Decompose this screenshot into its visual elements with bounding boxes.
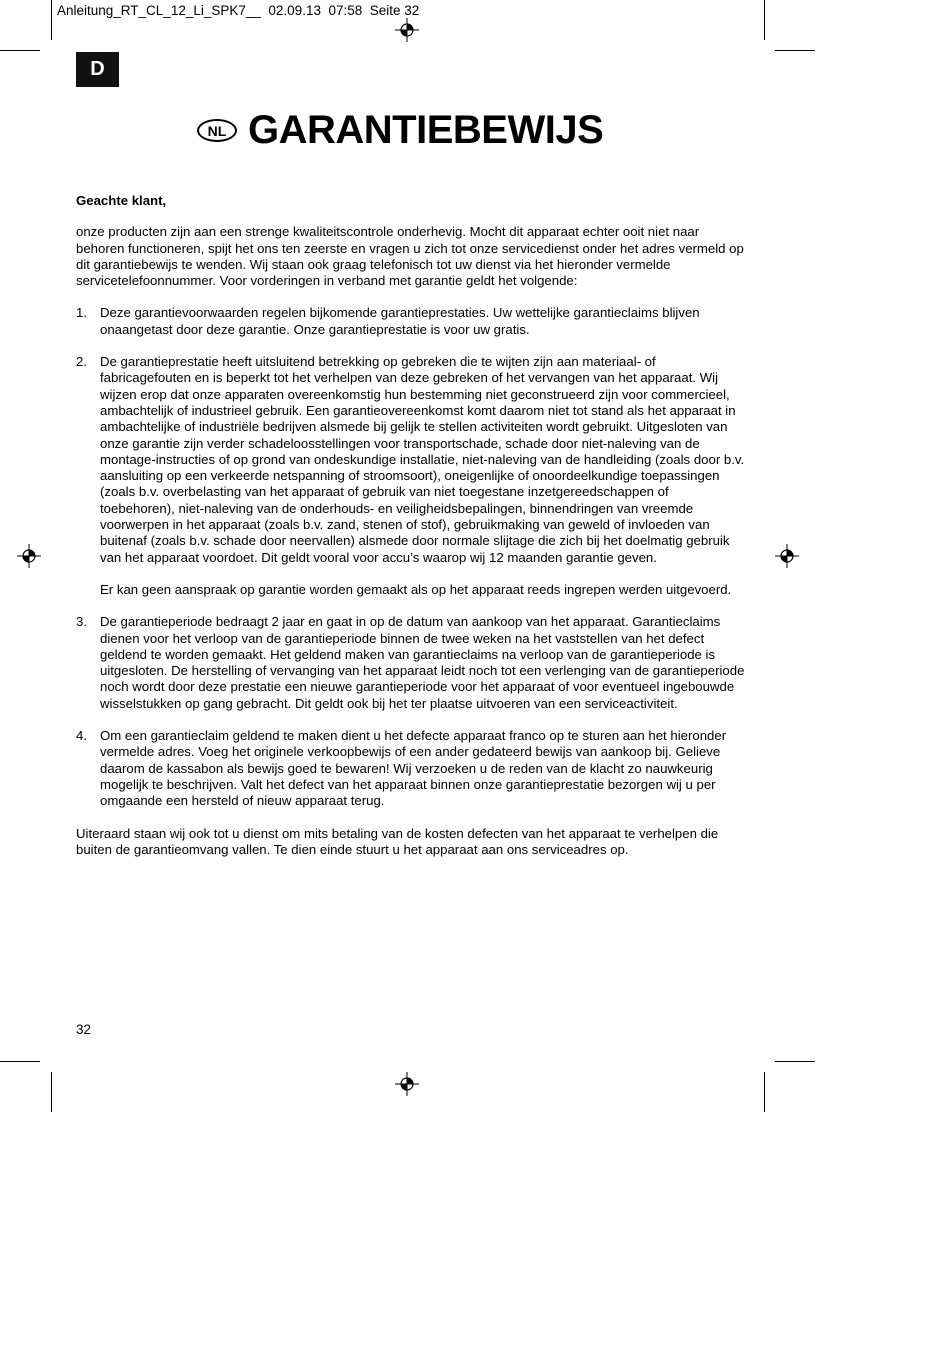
- list-item-text: Om een garantieclaim geldend te maken dient u het defecte apparaat franco op te sturen aan het hieronder vermelde adres. Voeg het originele verkoopbewijs of een ander gedateerd bewijs van aankoop bij. Gelieve daarom de kassabon als bewijs goed te bewaren! Wij verzoeken u de reden van de klacht zo nauwkeurig mogelijk te beschrijven. Valt het defect van het apparaat binnen onze garantieprestatie bezorgen wij u per omgaande een hersteld of nieuw apparaat terug.: [100, 728, 727, 809]
- registration-mark-icon: [775, 544, 799, 568]
- list-item: [76, 354, 746, 598]
- crop-mark: [0, 50, 40, 51]
- registration-mark-icon: [17, 544, 41, 568]
- title-block: [197, 108, 603, 153]
- list-item-number: 4.: [76, 728, 87, 744]
- registration-mark-icon: [395, 1072, 419, 1096]
- print-file-header: Anleitung_RT_CL_12_Li_SPK7__ 02.09.13 07:58 Seite 32: [57, 3, 420, 18]
- page-title: GARANTIEBEWIJS: [248, 108, 604, 152]
- list-item-number: 1.: [76, 305, 87, 321]
- greeting: Geachte klant,: [76, 193, 167, 208]
- list-item-number: 3.: [76, 614, 87, 630]
- crop-mark: [775, 1061, 815, 1062]
- language-tab: D: [76, 52, 119, 87]
- list-item: [76, 728, 746, 809]
- crop-mark: [775, 50, 815, 51]
- list-item-text: De garantieprestatie heeft uitsluitend betrekking op gebreken die te wijten zijn aan materiaal- of fabricagefouten en is beperkt tot het verhelpen van deze gebreken of het vervangen van het apparaat. Wij wijzen erop dat onze apparaten overeenkomstig hun bestemming niet geconstrueerd zijn voor commercieel, ambachtelijk of industrieel gebruik. Een garantieovereenkomst komt daarom niet tot stand als het apparaat in ambachtelijke of industriële bedrijven alsmede bij gelijk te stellen activiteiten wordt gebruikt. Uitgesloten van onze garantie zijn verder schadeloosstellingen voor transportschade, schade door niet-naleving van de montage-instructies of op grond van ondeskundige installatie, niet-naleving van de handleiding (zoals door b.v. aansluiting op een verkeerde netspanning of stroomsoort), oneigenlijke of onoordeelkundige toepassingen (zoals b.v. overbelasting van het apparaat of gebruik van niet toegestane inzetgereedschappen of toebehoren), niet-naleving van de onderhouds- en veiligheidsbepalingen, binnendringen van vreemde voorwerpen in het apparaat (zoals b.v. zand, stenen of stof), gebruikmaking van geweld of invloeden van buitenaf (zoals b.v. schade door neervallen) alsmede door normale slijtage die zich bij het doelmatig gebruik van het apparaat voordoet. Dit geldt vooral voor accu’s waarop wij 12 maanden garantie geven.: [100, 354, 745, 565]
- intro-paragraph: onze producten zijn aan een strenge kwaliteitscontrole onderhevig. Mocht dit apparaat echter ooit niet naar behoren functioneren, spijt het ons ten zeerste en vragen u zich tot onze servicedienst onder het adres vermeld op dit garantiebewijs te wenden. Wij staan ook graag telefonisch tot uw dienst via het hieronder vermelde servicetelefoonnummer. Voor vorderingen in verband met garantie geldt het volgende:: [76, 224, 744, 289]
- crop-mark: [764, 0, 765, 40]
- closing-paragraph: Uiteraard staan wij ook tot u dienst om mits betaling van de kosten defecten van het apparaat te verhelpen die buiten de garantieomvang vallen. Te dien einde stuurt u het apparaat aan ons serviceadres op.: [76, 825, 719, 857]
- document-body: [76, 193, 746, 858]
- crop-mark: [51, 0, 52, 40]
- list-item: [76, 614, 746, 712]
- language-badge: NL: [197, 119, 237, 142]
- page-number: 32: [76, 1022, 92, 1037]
- list-item-text: Er kan geen aanspraak op garantie worden gemaakt als op het apparaat reeds ingrepen werden uitgevoerd.: [100, 581, 732, 597]
- registration-mark-icon: [395, 18, 419, 42]
- crop-mark: [0, 1061, 40, 1062]
- list-item-text: De garantieperiode bedraagt 2 jaar en gaat in op de datum van aankoop van het apparaat. Garantieclaims dienen voor het verloop van de garantieperiode binnen de twee weken na het vaststellen van het defect geldend te worden gemaakt. Het geldend maken van garantieclaims na verloop van de garantieperiode is uitgesloten. De herstelling of vervanging van het apparaat leidt noch tot een verlenging van de garantieperiode noch wordt door deze prestatie een nieuwe garantieperiode voor het apparaat of voor eventueel ingebouwde wisselstukken op gang gebracht. Dit geldt ook bij het ter plaatse uitvoeren van een serviceactiviteit.: [100, 614, 745, 711]
- crop-mark: [51, 1072, 52, 1112]
- list-item: [76, 305, 746, 338]
- list-item-number: 2.: [76, 354, 87, 370]
- list-item-text: Deze garantievoorwaarden regelen bijkomende garantieprestaties. Uw wettelijke garantieclaims blijven onaangetast door deze garantie. Onze garantieprestatie is voor uw gratis.: [100, 305, 700, 337]
- crop-mark: [764, 1072, 765, 1112]
